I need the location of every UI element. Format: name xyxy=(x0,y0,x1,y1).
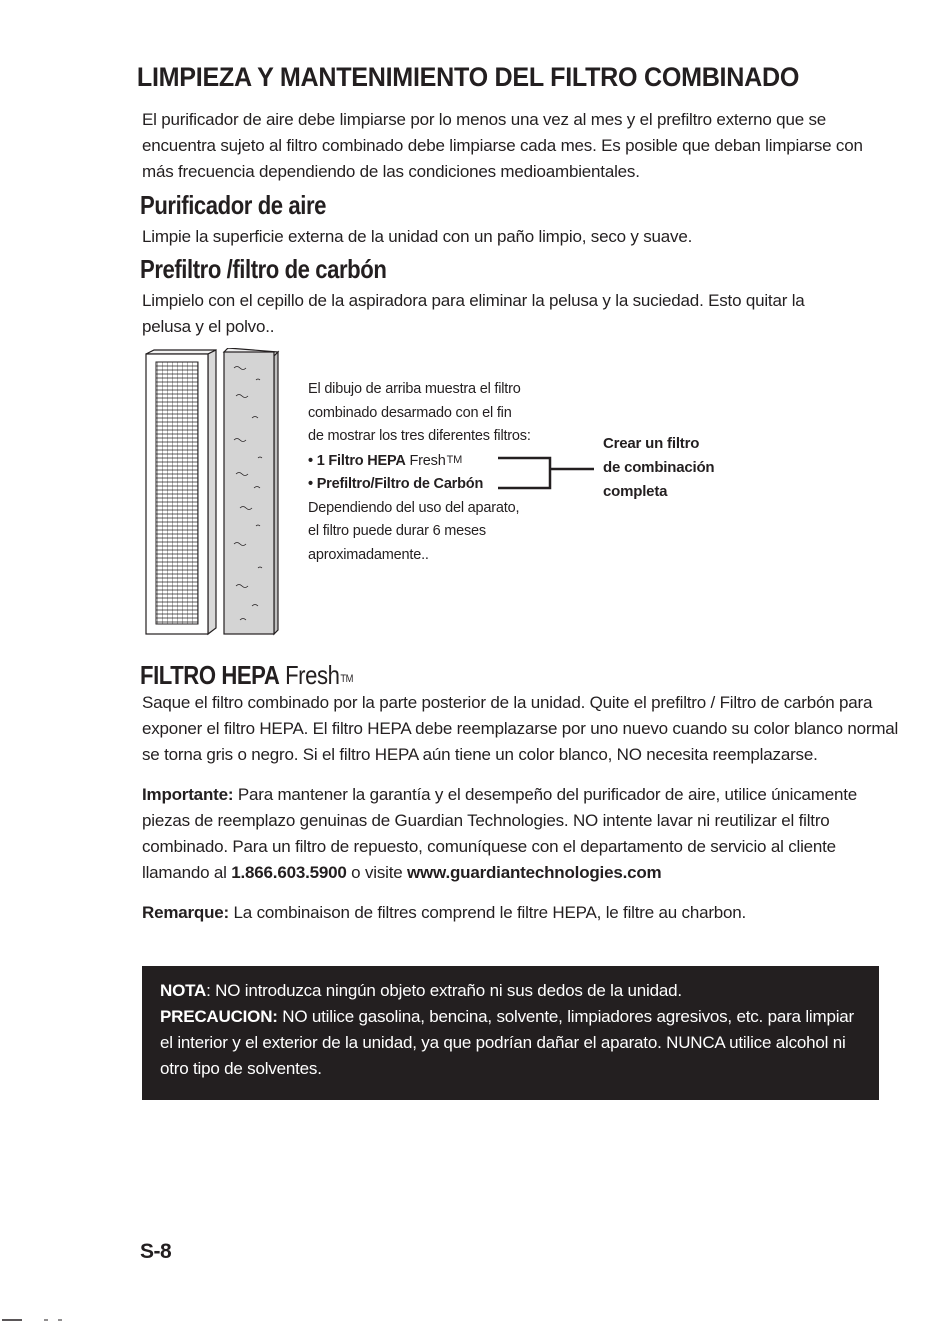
hepa-text: Saque el filtro combinado por la parte posterior de la unidad. Quite el prefiltro / Filtro de carbón para exponer el filtro HEPA. El filtro HEPA debe reemplazarse por uno nuevo cuando su color blanco normal se torna gris o negro. Si el filtro HEPA aún tiene un color blanco, NO necesita reemplazarse. xyxy=(142,693,899,764)
caption-line: de mostrar los tres diferentes filtros: xyxy=(308,428,531,444)
precaucion-text: PRECAUCION: NO utilice gasolina, bencina, solvente, limpiadores agresivos, etc. para limpiar el interior y el exterior de la unidad, ya que podrían dañar el aparato. NUNCA utilice alcohol ni otro tipo de solventes. xyxy=(160,1007,855,1078)
caption-item-prefilter: • Prefiltro/Filtro de Carbón xyxy=(308,476,484,492)
hepa-heading: FILTRO HEPA FreshTM xyxy=(140,660,353,690)
importante-paragraph: Importante: Para mantener la garantía y el desempeño del purificador de aire, utilice únicamente piezas de reemplazo genuinas de Guardian Technologies. NO intente lavar ni reutilizar el filtro combinado. Para un filtro de repuesto, comuníquese con el departamento de servicio al cliente llamando al 1.866.603.5900 o visite www.guardiantechnologies.com xyxy=(142,785,858,882)
hepa-filter-icon xyxy=(146,350,216,634)
combination-result-label: Crear un filtro de combinación completa xyxy=(603,435,715,500)
page-number: S-8 xyxy=(140,1240,172,1263)
prefiltro-heading: Prefiltro /filtro de carbón xyxy=(140,254,387,284)
prefiltro-text: Limpielo con el cepillo de la aspiradora para eliminar la pelusa y la suciedad. Esto quitar la pelusa y el polvo.. xyxy=(142,291,805,336)
caption-line: el filtro puede durar 6 meses xyxy=(308,523,486,539)
prefilter-icon xyxy=(224,348,278,634)
caption-line: aproximadamente.. xyxy=(308,546,429,563)
caption-item-hepa: • 1 Filtro HEPA FreshTM xyxy=(308,452,463,469)
caption-line: combinado desarmado con el fin xyxy=(308,404,512,421)
caption-line: El dibujo de arriba muestra el filtro xyxy=(308,381,521,397)
page-title: LIMPIEZA Y MANTENIMIENTO DEL FILTRO COMBINADO xyxy=(136,62,800,92)
purificador-text: Limpie la superficie externa de la unidad con un paño limpio, seco y suave. xyxy=(142,227,693,246)
filter-illustration xyxy=(140,348,290,640)
nota-text: NOTA: NO introduzca ningún objeto extraño ni sus dedos de la unidad. xyxy=(160,981,682,1000)
remarque-paragraph: Remarque: La combinaison de filtres comprend le filtre HEPA, le filtre au charbon. xyxy=(142,903,747,922)
purificador-heading: Purificador de aire xyxy=(140,190,326,220)
crop-marks xyxy=(0,1316,80,1324)
caption-line: Dependiendo del uso del aparato, xyxy=(308,499,520,516)
warning-box xyxy=(142,966,879,1100)
bracket-connector xyxy=(498,455,594,495)
intro-paragraph: El purificador de aire debe limpiarse por lo menos una vez al mes y el prefiltro externo que se encuentra sujeto al filtro combinado debe limpiarse cada mes. Es posible que deban limpiarse con más frecuencia dependiendo de las condiciones medioambientales. xyxy=(142,110,863,181)
website-link: www.guardiantechnologies.com xyxy=(407,863,662,882)
